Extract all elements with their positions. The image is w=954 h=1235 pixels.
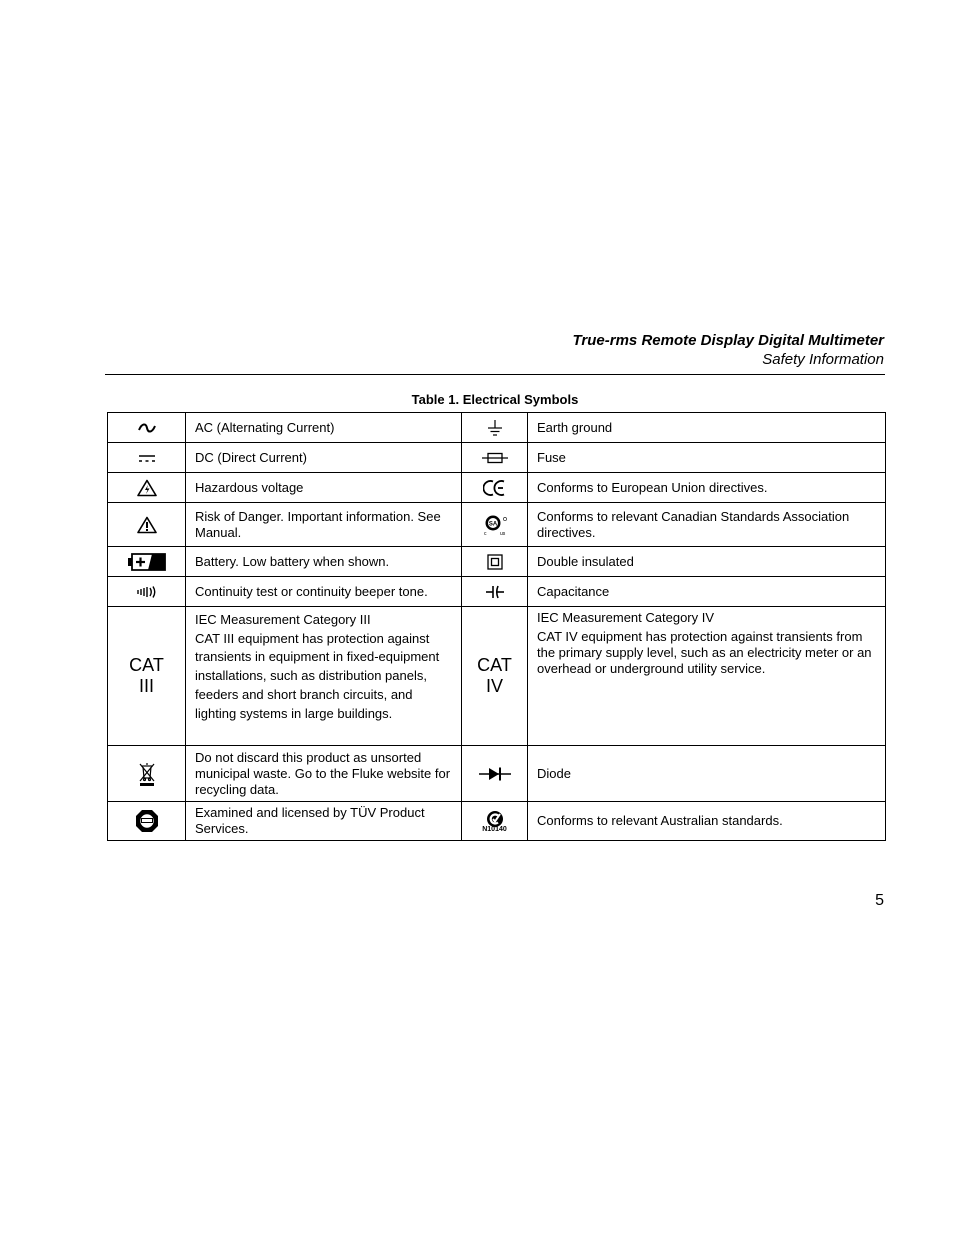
tuv-mark-icon	[108, 802, 186, 841]
symbol-description: Capacitance	[528, 577, 886, 607]
warning-icon	[108, 503, 186, 547]
ac-icon	[108, 413, 186, 443]
symbol-description: Earth ground	[528, 413, 886, 443]
symbol-description: Conforms to relevant Australian standards.	[528, 802, 886, 841]
cat-iv-label: CAT IV	[462, 607, 528, 746]
table-row	[108, 802, 886, 841]
header-rule	[105, 374, 885, 375]
symbol-description: Hazardous voltage	[186, 473, 462, 503]
symbol-description: Double insulated	[528, 547, 886, 577]
header-title: True-rms Remote Display Digital Multimeter	[572, 332, 884, 349]
dc-icon	[108, 443, 186, 473]
cat-iv-title: IEC Measurement Category IV	[537, 610, 715, 625]
earth-ground-icon	[462, 413, 528, 443]
table-row	[108, 473, 886, 503]
csa-mark-icon	[462, 503, 528, 547]
cat-iii-label: CAT III	[108, 607, 186, 746]
symbol-description	[186, 607, 462, 746]
battery-icon	[108, 547, 186, 577]
diode-icon	[462, 746, 528, 802]
table-row	[108, 607, 886, 746]
table-row	[108, 503, 886, 547]
hazardous-voltage-icon	[108, 473, 186, 503]
symbol-description: Fuse	[528, 443, 886, 473]
table-row	[108, 577, 886, 607]
table-row	[108, 443, 886, 473]
c-tick-number: N10140	[482, 825, 507, 833]
symbol-description: AC (Alternating Current)	[186, 413, 462, 443]
symbol-description: Continuity test or continuity beeper tone.	[186, 577, 462, 607]
continuity-icon	[108, 577, 186, 607]
table-row	[108, 413, 886, 443]
table-caption: Table 1. Electrical Symbols	[411, 392, 579, 407]
cat-iv-text: CAT IV equipment has protection against transients from the primary supply level, such as an electricity meter or an overhead or underground utility service.	[537, 629, 872, 676]
svg-text:c: c	[483, 530, 486, 537]
symbol-description: Battery. Low battery when shown.	[186, 547, 462, 577]
symbol-description	[528, 607, 886, 746]
page-number: 5	[875, 892, 884, 909]
cat-iii-text: CAT III equipment has protection against transients in equipment in fixed-equipment installations, such as distribution panels, feeders and short branch circuits, and lighting systems in large buildings.	[195, 630, 440, 721]
ce-mark-icon	[462, 473, 528, 503]
table-row	[108, 746, 886, 802]
symbol-description: Risk of Danger. Important information. See Manual.	[186, 503, 462, 547]
svg-text:us: us	[499, 530, 505, 537]
electrical-symbols-table	[107, 412, 886, 841]
table-row	[108, 547, 886, 577]
running-header	[573, 331, 884, 369]
symbol-description: DC (Direct Current)	[186, 443, 462, 473]
symbol-description: Diode	[528, 746, 886, 802]
weee-icon	[108, 746, 186, 802]
c-tick-icon	[462, 802, 528, 841]
symbol-description: Conforms to relevant Canadian Standards Association directives.	[528, 503, 886, 547]
symbol-description: Do not discard this product as unsorted municipal waste. Go to the Fluke website for recycling data.	[186, 746, 462, 802]
symbol-description: Examined and licensed by TÜV Product Services.	[186, 802, 462, 841]
symbol-description: Conforms to European Union directives.	[528, 473, 886, 503]
capacitance-icon	[462, 577, 528, 607]
svg-text:SA: SA	[488, 521, 497, 527]
cat-iii-title: IEC Measurement Category III	[195, 612, 371, 627]
double-insulated-icon	[462, 547, 528, 577]
header-subtitle: Safety Information	[762, 351, 884, 368]
fuse-icon	[462, 443, 528, 473]
